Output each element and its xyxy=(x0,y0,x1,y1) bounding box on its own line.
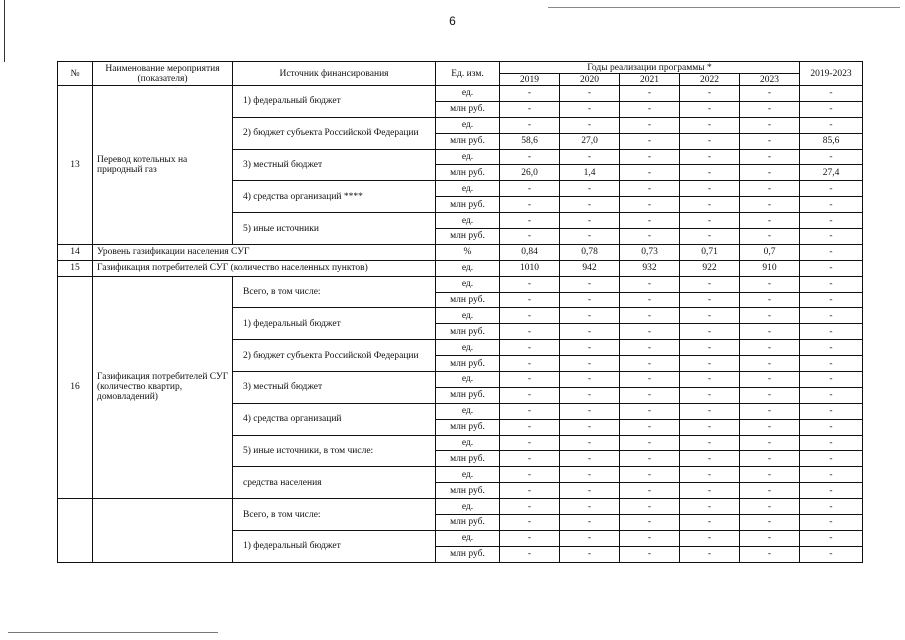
dash-cell: - xyxy=(680,530,740,546)
dash-cell: - xyxy=(800,149,863,165)
dash-cell: - xyxy=(560,483,620,499)
unit-cell: ед. xyxy=(436,181,500,197)
row-name: Уровень газификации населения СУГ xyxy=(93,244,436,260)
dash-cell: - xyxy=(680,546,740,562)
dash-cell: - xyxy=(740,435,800,451)
dash-cell: - xyxy=(560,451,620,467)
dash-cell: - xyxy=(500,387,560,403)
header-year: 2021 xyxy=(620,74,680,86)
dash-cell: - xyxy=(680,499,740,515)
unit-cell: млн руб. xyxy=(436,515,500,531)
program-table xyxy=(57,61,863,563)
value-cell: - xyxy=(800,260,863,276)
source-label: 1) федеральный бюджет xyxy=(233,530,436,562)
row-name: Перевод котельных на природный газ xyxy=(93,86,233,245)
dash-cell: - xyxy=(800,117,863,133)
value-cell: 1010 xyxy=(500,260,560,276)
dash-cell: - xyxy=(560,308,620,324)
value-cell: - xyxy=(740,133,800,149)
value-cell: 1,4 xyxy=(560,165,620,181)
dash-cell: - xyxy=(500,419,560,435)
unit-cell: млн руб. xyxy=(436,133,500,149)
dash-cell: - xyxy=(500,276,560,292)
dash-cell: - xyxy=(620,419,680,435)
dash-cell: - xyxy=(800,181,863,197)
dash-cell: - xyxy=(800,356,863,372)
dash-cell: - xyxy=(620,403,680,419)
row-number: 15 xyxy=(58,260,93,276)
unit-cell: млн руб. xyxy=(436,165,500,181)
source-label: 2) бюджет субъекта Российской Федерации xyxy=(233,117,436,149)
unit-cell: млн руб. xyxy=(436,419,500,435)
table-row xyxy=(58,260,863,276)
value-cell: 27,4 xyxy=(800,165,863,181)
dash-cell: - xyxy=(740,292,800,308)
dash-cell: - xyxy=(800,276,863,292)
dash-cell: - xyxy=(740,276,800,292)
dash-cell: - xyxy=(560,117,620,133)
dash-cell: - xyxy=(800,451,863,467)
dash-cell: - xyxy=(620,356,680,372)
unit-cell: ед. xyxy=(436,260,500,276)
dash-cell: - xyxy=(680,435,740,451)
dash-cell: - xyxy=(500,101,560,117)
dash-cell: - xyxy=(800,403,863,419)
unit-cell: млн руб. xyxy=(436,356,500,372)
dash-cell: - xyxy=(560,229,620,245)
source-label: 1) федеральный бюджет xyxy=(233,308,436,340)
dash-cell: - xyxy=(500,324,560,340)
dash-cell: - xyxy=(800,546,863,562)
source-label: Всего, в том числе: xyxy=(233,499,436,531)
table-body xyxy=(58,62,863,563)
unit-cell: млн руб. xyxy=(436,101,500,117)
unit-cell: ед. xyxy=(436,467,500,483)
header-year: 2023 xyxy=(740,74,800,86)
dash-cell: - xyxy=(680,340,740,356)
dash-cell: - xyxy=(740,419,800,435)
unit-cell: ед. xyxy=(436,117,500,133)
dash-cell: - xyxy=(560,419,620,435)
dash-cell: - xyxy=(800,308,863,324)
dash-cell: - xyxy=(620,181,680,197)
header-source: Источник финансирования xyxy=(233,62,436,86)
unit-cell: ед. xyxy=(436,86,500,102)
value-cell: 932 xyxy=(620,260,680,276)
dash-cell: - xyxy=(500,86,560,102)
dash-cell: - xyxy=(740,387,800,403)
dash-cell: - xyxy=(620,530,680,546)
dash-cell: - xyxy=(620,324,680,340)
dash-cell: - xyxy=(560,403,620,419)
value-cell: - xyxy=(620,165,680,181)
source-label: средства населения xyxy=(233,467,436,499)
dash-cell: - xyxy=(740,213,800,229)
dash-cell: - xyxy=(800,101,863,117)
dash-cell: - xyxy=(500,499,560,515)
dash-cell: - xyxy=(740,117,800,133)
dash-cell: - xyxy=(740,101,800,117)
dash-cell: - xyxy=(620,229,680,245)
footnote-rule-line xyxy=(8,632,218,633)
dash-cell: - xyxy=(740,340,800,356)
dash-cell: - xyxy=(620,117,680,133)
dash-cell: - xyxy=(680,451,740,467)
value-cell: - xyxy=(740,165,800,181)
dash-cell: - xyxy=(620,149,680,165)
left-margin-line xyxy=(4,0,5,62)
dash-cell: - xyxy=(740,451,800,467)
row-number xyxy=(58,499,93,563)
value-cell: 0,71 xyxy=(680,244,740,260)
dash-cell: - xyxy=(740,499,800,515)
top-rule-line xyxy=(548,7,900,8)
source-label: 3) местный бюджет xyxy=(233,149,436,181)
value-cell: 26,0 xyxy=(500,165,560,181)
value-cell: 0,73 xyxy=(620,244,680,260)
dash-cell: - xyxy=(620,292,680,308)
unit-cell: ед. xyxy=(436,340,500,356)
source-label: 3) местный бюджет xyxy=(233,372,436,404)
dash-cell: - xyxy=(560,101,620,117)
dash-cell: - xyxy=(800,340,863,356)
dash-cell: - xyxy=(800,515,863,531)
dash-cell: - xyxy=(500,356,560,372)
dash-cell: - xyxy=(680,149,740,165)
dash-cell: - xyxy=(800,213,863,229)
dash-cell: - xyxy=(800,499,863,515)
unit-cell: млн руб. xyxy=(436,197,500,213)
dash-cell: - xyxy=(800,86,863,102)
dash-cell: - xyxy=(500,451,560,467)
row-number: 14 xyxy=(58,244,93,260)
dash-cell: - xyxy=(560,213,620,229)
unit-cell: % xyxy=(436,244,500,260)
dash-cell: - xyxy=(620,515,680,531)
value-cell: - xyxy=(680,165,740,181)
row-number: 16 xyxy=(58,276,93,498)
dash-cell: - xyxy=(620,546,680,562)
dash-cell: - xyxy=(680,181,740,197)
header-unit: Ед. изм. xyxy=(436,62,500,86)
dash-cell: - xyxy=(500,308,560,324)
dash-cell: - xyxy=(560,86,620,102)
header-year: 2020 xyxy=(560,74,620,86)
dash-cell: - xyxy=(620,276,680,292)
header-name: Наименование мероприятия (показателя) xyxy=(93,62,233,86)
header-year: 2019 xyxy=(500,74,560,86)
dash-cell: - xyxy=(680,101,740,117)
dash-cell: - xyxy=(560,276,620,292)
dash-cell: - xyxy=(500,197,560,213)
dash-cell: - xyxy=(800,324,863,340)
value-cell: 942 xyxy=(560,260,620,276)
dash-cell: - xyxy=(560,530,620,546)
dash-cell: - xyxy=(680,467,740,483)
dash-cell: - xyxy=(500,229,560,245)
dash-cell: - xyxy=(800,197,863,213)
dash-cell: - xyxy=(560,499,620,515)
dash-cell: - xyxy=(500,435,560,451)
value-cell: 0,7 xyxy=(740,244,800,260)
dash-cell: - xyxy=(560,181,620,197)
dash-cell: - xyxy=(740,530,800,546)
dash-cell: - xyxy=(500,117,560,133)
dash-cell: - xyxy=(560,372,620,388)
dash-cell: - xyxy=(500,403,560,419)
value-cell: 27,0 xyxy=(560,133,620,149)
dash-cell: - xyxy=(500,213,560,229)
dash-cell: - xyxy=(500,515,560,531)
unit-cell: ед. xyxy=(436,276,500,292)
dash-cell: - xyxy=(740,483,800,499)
dash-cell: - xyxy=(680,229,740,245)
value-cell: 910 xyxy=(740,260,800,276)
dash-cell: - xyxy=(800,467,863,483)
unit-cell: млн руб. xyxy=(436,324,500,340)
value-cell: 0,78 xyxy=(560,244,620,260)
dash-cell: - xyxy=(680,197,740,213)
dash-cell: - xyxy=(680,213,740,229)
table-row xyxy=(58,244,863,260)
value-cell: - xyxy=(680,133,740,149)
dash-cell: - xyxy=(560,324,620,340)
dash-cell: - xyxy=(620,308,680,324)
value-cell: 0,84 xyxy=(500,244,560,260)
table-row xyxy=(58,276,863,292)
header-total: 2019-2023 xyxy=(800,62,863,86)
source-label: 5) иные источники xyxy=(233,213,436,245)
row-name xyxy=(93,499,233,563)
dash-cell: - xyxy=(740,403,800,419)
source-label: 1) федеральный бюджет xyxy=(233,86,436,118)
dash-cell: - xyxy=(560,149,620,165)
dash-cell: - xyxy=(680,86,740,102)
dash-cell: - xyxy=(740,515,800,531)
header-no: № xyxy=(58,62,93,86)
dash-cell: - xyxy=(560,515,620,531)
row-number: 13 xyxy=(58,86,93,245)
dash-cell: - xyxy=(740,181,800,197)
dash-cell: - xyxy=(680,356,740,372)
unit-cell: млн руб. xyxy=(436,292,500,308)
dash-cell: - xyxy=(560,435,620,451)
dash-cell: - xyxy=(500,372,560,388)
unit-cell: ед. xyxy=(436,149,500,165)
dash-cell: - xyxy=(560,356,620,372)
dash-cell: - xyxy=(500,546,560,562)
header-years-title: Годы реализации программы * xyxy=(500,62,800,74)
unit-cell: млн руб. xyxy=(436,483,500,499)
table-row xyxy=(58,86,863,102)
dash-cell: - xyxy=(500,483,560,499)
source-label: 4) средства организаций **** xyxy=(233,181,436,213)
dash-cell: - xyxy=(620,372,680,388)
dash-cell: - xyxy=(740,372,800,388)
source-label: 5) иные источники, в том числе: xyxy=(233,435,436,467)
dash-cell: - xyxy=(620,483,680,499)
dash-cell: - xyxy=(740,197,800,213)
unit-cell: млн руб. xyxy=(436,229,500,245)
dash-cell: - xyxy=(620,467,680,483)
dash-cell: - xyxy=(800,387,863,403)
dash-cell: - xyxy=(680,308,740,324)
dash-cell: - xyxy=(680,372,740,388)
unit-cell: млн руб. xyxy=(436,451,500,467)
header-row xyxy=(58,62,863,74)
dash-cell: - xyxy=(740,308,800,324)
page-number: 6 xyxy=(449,14,456,28)
dash-cell: - xyxy=(800,419,863,435)
dash-cell: - xyxy=(680,117,740,133)
dash-cell: - xyxy=(740,324,800,340)
header-year: 2022 xyxy=(680,74,740,86)
dash-cell: - xyxy=(560,292,620,308)
dash-cell: - xyxy=(680,276,740,292)
value-cell: 85,6 xyxy=(800,133,863,149)
dash-cell: - xyxy=(680,403,740,419)
dash-cell: - xyxy=(740,86,800,102)
dash-cell: - xyxy=(620,197,680,213)
unit-cell: ед. xyxy=(436,530,500,546)
unit-cell: ед. xyxy=(436,308,500,324)
value-cell: - xyxy=(800,244,863,260)
dash-cell: - xyxy=(680,292,740,308)
value-cell: - xyxy=(620,133,680,149)
dash-cell: - xyxy=(500,467,560,483)
dash-cell: - xyxy=(620,213,680,229)
unit-cell: ед. xyxy=(436,213,500,229)
dash-cell: - xyxy=(740,546,800,562)
dash-cell: - xyxy=(500,149,560,165)
dash-cell: - xyxy=(680,387,740,403)
dash-cell: - xyxy=(800,435,863,451)
dash-cell: - xyxy=(560,546,620,562)
unit-cell: ед. xyxy=(436,403,500,419)
dash-cell: - xyxy=(740,356,800,372)
source-label: 2) бюджет субъекта Российской Федерации xyxy=(233,340,436,372)
dash-cell: - xyxy=(800,372,863,388)
unit-cell: млн руб. xyxy=(436,546,500,562)
row-name: Газификация потребителей СУГ (количество населенных пунктов) xyxy=(93,260,436,276)
dash-cell: - xyxy=(620,86,680,102)
row-name: Газификация потребителей СУГ (количество квартир, домовладений) xyxy=(93,276,233,498)
dash-cell: - xyxy=(500,181,560,197)
dash-cell: - xyxy=(560,340,620,356)
dash-cell: - xyxy=(680,324,740,340)
dash-cell: - xyxy=(620,451,680,467)
dash-cell: - xyxy=(560,197,620,213)
table-row xyxy=(58,499,863,515)
dash-cell: - xyxy=(680,419,740,435)
dash-cell: - xyxy=(800,292,863,308)
value-cell: 58,6 xyxy=(500,133,560,149)
dash-cell: - xyxy=(680,515,740,531)
dash-cell: - xyxy=(800,229,863,245)
source-label: 4) средства организаций xyxy=(233,403,436,435)
source-label: Всего, в том числе: xyxy=(233,276,436,308)
value-cell: 922 xyxy=(680,260,740,276)
unit-cell: млн руб. xyxy=(436,387,500,403)
dash-cell: - xyxy=(740,467,800,483)
dash-cell: - xyxy=(500,530,560,546)
dash-cell: - xyxy=(500,292,560,308)
dash-cell: - xyxy=(560,387,620,403)
dash-cell: - xyxy=(800,530,863,546)
dash-cell: - xyxy=(740,149,800,165)
dash-cell: - xyxy=(800,483,863,499)
dash-cell: - xyxy=(620,499,680,515)
dash-cell: - xyxy=(620,435,680,451)
unit-cell: ед. xyxy=(436,499,500,515)
dash-cell: - xyxy=(560,467,620,483)
dash-cell: - xyxy=(680,483,740,499)
dash-cell: - xyxy=(620,101,680,117)
unit-cell: ед. xyxy=(436,435,500,451)
dash-cell: - xyxy=(740,229,800,245)
dash-cell: - xyxy=(620,340,680,356)
dash-cell: - xyxy=(620,387,680,403)
dash-cell: - xyxy=(500,340,560,356)
unit-cell: ед. xyxy=(436,372,500,388)
